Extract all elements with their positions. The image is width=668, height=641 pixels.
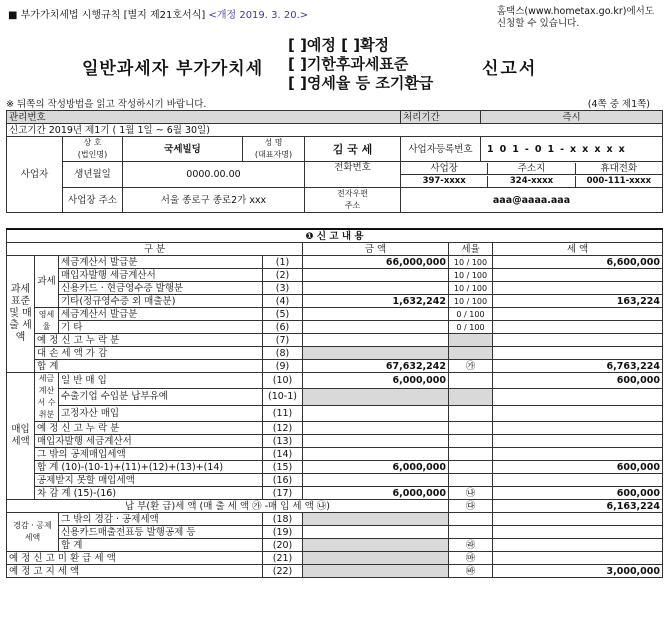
- text-fragment: 0: [499, 143, 513, 155]
- table-cell[interactable]: 66,000,000: [303, 256, 449, 269]
- table-cell: [449, 448, 493, 461]
- table-row: [7, 526, 663, 539]
- text-fragment: x: [606, 143, 619, 155]
- reg-no-label: 사업자등록번호: [401, 137, 481, 162]
- text-fragment: 0: [534, 143, 548, 155]
- table-cell[interactable]: 6,763,224: [493, 360, 663, 373]
- table-cell[interactable]: [493, 269, 663, 282]
- table-cell[interactable]: 3,000,000: [493, 565, 663, 578]
- table-cell: 0 / 100: [449, 321, 493, 334]
- text-fragment: x: [594, 143, 607, 155]
- table-row: [7, 295, 663, 308]
- table-row: [7, 347, 663, 360]
- table-cell: (20): [263, 539, 303, 552]
- instruction-note: ※ 뒤쪽의 작성방법을 읽고 작성하시기 바랍니다.: [6, 99, 207, 110]
- table-row: [7, 334, 663, 347]
- table-row: [7, 422, 663, 435]
- table-cell[interactable]: [303, 513, 449, 526]
- table-cell: (6): [263, 321, 303, 334]
- table-cell: [401, 162, 663, 175]
- table-row: [7, 448, 663, 461]
- addr-value[interactable]: 서울 종로구 종로2가 xxx: [123, 188, 305, 213]
- table-cell: 합 계: [35, 360, 263, 373]
- trade-name[interactable]: 국세빌딩: [123, 137, 243, 162]
- table-cell[interactable]: [303, 269, 449, 282]
- table-cell: 그 밖의 경감 · 공제세액: [59, 513, 263, 526]
- phone-mobile[interactable]: 000-111-xxxx: [575, 176, 662, 187]
- table-row: [7, 500, 663, 513]
- table-cell: 예 정 신 고 미 환 급 세 액: [7, 552, 263, 565]
- title-options: [288, 36, 433, 93]
- report-period[interactable]: 신고기간 2019년 제1기 ( 1월 1일 ~ 6월 30일): [7, 124, 663, 137]
- table-cell[interactable]: [303, 539, 449, 552]
- table-cell[interactable]: 1,632,242: [303, 295, 449, 308]
- text-fragment: -: [524, 143, 535, 155]
- option-late[interactable]: [ ]기한후과세표준: [288, 55, 409, 73]
- text-fragment: ❶: [305, 230, 314, 242]
- payable-tax[interactable]: 6,163,224: [493, 500, 663, 513]
- form-title: [0, 34, 668, 92]
- table-cell: (3): [263, 282, 303, 295]
- table-cell: [401, 175, 663, 188]
- table-cell: 기 타: [59, 321, 263, 334]
- rep-name[interactable]: 김 국 세: [305, 137, 401, 162]
- table-cell[interactable]: [303, 435, 449, 448]
- col-amount: 금 액: [303, 243, 449, 256]
- option-early-refund[interactable]: [ ]영세율 등 조기환급: [288, 74, 434, 92]
- table-cell: (10): [263, 373, 303, 389]
- table-cell: (16): [263, 474, 303, 487]
- table-cell[interactable]: [303, 448, 449, 461]
- table-cell[interactable]: 6,600,000: [493, 256, 663, 269]
- table-cell[interactable]: [493, 347, 663, 360]
- table-cell[interactable]: [303, 405, 449, 421]
- table-cell: (1): [263, 256, 303, 269]
- table-cell: (12): [263, 422, 303, 435]
- table-row: [7, 308, 663, 321]
- text-fragment: x: [582, 143, 595, 155]
- table-row: [7, 461, 663, 474]
- table-cell: 예 정 신 고 누 락 분: [35, 422, 263, 435]
- table-cell[interactable]: [493, 405, 663, 421]
- phone-col-biz: 사업장: [430, 162, 458, 174]
- form-header: [8, 6, 308, 21]
- table-cell: [449, 347, 493, 360]
- section-zero-rate: 영세율: [35, 308, 59, 334]
- table-cell[interactable]: [493, 389, 663, 405]
- hometax-line1: 홈택스(www.hometax.go.kr)에서도: [496, 6, 654, 17]
- table-cell: [449, 373, 493, 389]
- section-deduction: 경감 · 공제 세액: [7, 513, 59, 552]
- table-row: [7, 474, 663, 487]
- table-cell[interactable]: [303, 552, 449, 565]
- table-cell[interactable]: [303, 526, 449, 539]
- table-cell[interactable]: [493, 552, 663, 565]
- table-cell[interactable]: 6,000,000: [303, 373, 449, 389]
- table-cell: [449, 389, 493, 405]
- phone-label: 전화번호: [305, 162, 401, 188]
- table-cell: 신용카드 · 현금영수증 발행분: [59, 282, 263, 295]
- business-section-label: 사업자: [7, 137, 63, 213]
- table-cell[interactable]: [493, 308, 663, 321]
- table-cell: (10-1): [263, 389, 303, 405]
- table-cell: (21): [263, 552, 303, 565]
- col-division: 구 분: [7, 243, 303, 256]
- text-fragment: x: [570, 143, 583, 155]
- table-cell[interactable]: 163,224: [493, 295, 663, 308]
- table-cell[interactable]: [303, 474, 449, 487]
- phone-home[interactable]: 324-xxxx: [487, 176, 574, 187]
- table-cell: 그 밖의 공제매입세액: [35, 448, 263, 461]
- payable-label: 납 부(환 급)세 액 (매 출 세 액 ㉮ -매 입 세 액 ㉯): [7, 500, 449, 513]
- email-value[interactable]: aaa@aaaa.aaa: [401, 188, 663, 213]
- phone-biz[interactable]: 397-xxxx: [422, 175, 466, 186]
- table-cell[interactable]: [493, 435, 663, 448]
- title-right: 신고서: [482, 59, 538, 79]
- table-cell[interactable]: [303, 308, 449, 321]
- table-row: [7, 487, 663, 500]
- table-row: [7, 539, 663, 552]
- text-fragment: x: [618, 143, 631, 155]
- table-cell: (5): [263, 308, 303, 321]
- table-cell: 차 감 계 (15)-(16): [35, 487, 263, 500]
- table-cell: 10 / 100: [449, 256, 493, 269]
- table-cell: 신용카드매출전표등 발행공제 등: [59, 526, 263, 539]
- table-row: [7, 282, 663, 295]
- hometax-line2: 신청할 수 있습니다.: [496, 18, 580, 29]
- table-cell[interactable]: [493, 282, 663, 295]
- report-heading: [7, 229, 663, 243]
- table-cell: (8): [263, 347, 303, 360]
- table-cell: [449, 405, 493, 421]
- section-tax-base: [7, 256, 35, 373]
- table-cell: 0 / 100: [449, 308, 493, 321]
- table-cell: [449, 334, 493, 347]
- revision-date: <개정 2019. 3. 20.>: [208, 10, 309, 21]
- table-cell[interactable]: 600,000: [493, 373, 663, 389]
- col-rate: 세율: [449, 243, 493, 256]
- table-cell: ㉲: [449, 552, 493, 565]
- table-cell: [449, 461, 493, 474]
- col-tax: 세 액: [493, 243, 663, 256]
- table-cell: 세금계산서 발급분: [59, 308, 263, 321]
- section-general-purchase: 세금계산서 수취분: [35, 373, 59, 422]
- table-cell[interactable]: [303, 321, 449, 334]
- table-cell: [449, 422, 493, 435]
- table-cell[interactable]: 600,000: [493, 487, 663, 500]
- table-row: [7, 565, 663, 578]
- table-row: [7, 269, 663, 282]
- table-cell: ㉯: [449, 487, 493, 500]
- trade-name-label: 상 호 (법인명): [63, 137, 123, 162]
- table-row: [7, 552, 663, 565]
- table-cell: (17): [263, 487, 303, 500]
- table-cell: 공제받지 못할 매입세액: [35, 474, 263, 487]
- table-cell: 합 계 (10)-(10-1)+(11)+(12)+(13)+(14): [35, 461, 263, 474]
- reg-no[interactable]: [481, 137, 663, 162]
- birth-label: 생년월일: [63, 162, 123, 188]
- table-cell[interactable]: 600,000: [493, 461, 663, 474]
- table-cell[interactable]: [493, 526, 663, 539]
- table-cell: [449, 435, 493, 448]
- addr-label: 사업장 주소: [63, 188, 123, 213]
- report-table: [6, 228, 663, 578]
- option-scheduled[interactable]: [ ]예정 [ ]확정: [288, 36, 390, 54]
- table-cell[interactable]: [493, 422, 663, 435]
- table-cell[interactable]: 67,632,242: [303, 360, 449, 373]
- table-row: [7, 256, 663, 269]
- table-row: [7, 435, 663, 448]
- table-cell: 예 정 신 고 누 락 분: [35, 334, 263, 347]
- table-cell: (18): [263, 513, 303, 526]
- table-cell: [449, 526, 493, 539]
- hometax-note: [497, 6, 654, 30]
- table-cell: 합 계: [59, 539, 263, 552]
- table-cell: 10 / 100: [449, 269, 493, 282]
- table-cell: [449, 513, 493, 526]
- table-cell: (4): [263, 295, 303, 308]
- table-row: [7, 360, 663, 373]
- table-cell: ㉳: [449, 565, 493, 578]
- table-cell: ㉰: [449, 500, 493, 513]
- text-fragment: 1: [547, 143, 561, 155]
- period-value: 즉시: [481, 111, 663, 124]
- table-cell: (9): [263, 360, 303, 373]
- table-cell: (2): [263, 269, 303, 282]
- table-cell[interactable]: [493, 539, 663, 552]
- text-fragment: 1: [512, 143, 525, 155]
- table-cell[interactable]: [493, 448, 663, 461]
- table-cell[interactable]: [303, 422, 449, 435]
- table-cell[interactable]: [493, 513, 663, 526]
- table-cell[interactable]: [493, 474, 663, 487]
- table-cell: [449, 474, 493, 487]
- table-cell: (15): [263, 461, 303, 474]
- table-cell[interactable]: 6,000,000: [303, 487, 449, 500]
- text-fragment: 신 고 내 용: [316, 230, 364, 242]
- table-cell: 10 / 100: [449, 282, 493, 295]
- table-row: [7, 389, 663, 405]
- table-cell: (13): [263, 435, 303, 448]
- table-cell: 예 정 고 지 세 액: [7, 565, 263, 578]
- table-cell: 세금계산서 발급분: [59, 256, 263, 269]
- table-cell: 기타(정규영수증 외 매출분): [59, 295, 263, 308]
- text-fragment: -: [560, 143, 571, 155]
- phone-col-mobile: 휴대전화: [575, 163, 662, 174]
- table-cell: 대 손 세 액 가 감: [35, 347, 263, 360]
- table-cell: (19): [263, 526, 303, 539]
- table-cell[interactable]: [493, 321, 663, 334]
- mgmt-no-label: 관리번호: [7, 111, 401, 124]
- rep-name-label: 성 명 (대표자명): [243, 137, 305, 162]
- text-fragment: 1: [487, 143, 500, 155]
- table-row: [7, 373, 663, 389]
- table-cell[interactable]: [303, 334, 449, 347]
- text-fragment: 과세 표준 및 매출 세액: [9, 284, 32, 343]
- table-cell[interactable]: 6,000,000: [303, 461, 449, 474]
- table-cell: 매입자발행 세금계산서: [35, 435, 263, 448]
- section-taxable: 과세: [35, 256, 59, 308]
- table-cell: (22): [263, 565, 303, 578]
- table-cell: 일 반 매 입: [59, 373, 263, 389]
- period-label: 처리기간: [401, 111, 481, 124]
- phone-col-home: 주소지: [487, 163, 574, 174]
- section-purchase: 매입 세액: [7, 373, 35, 500]
- email-label: 전자우편 주소: [305, 188, 401, 213]
- table-cell[interactable]: [303, 389, 449, 405]
- table-cell: 고정자산 매입: [59, 405, 263, 421]
- table-cell[interactable]: [493, 334, 663, 347]
- table-cell[interactable]: [303, 565, 449, 578]
- table-cell: ㉮: [449, 360, 493, 373]
- birth-value[interactable]: 0000.00.00: [123, 162, 305, 188]
- table-cell: (7): [263, 334, 303, 347]
- table-cell[interactable]: [303, 347, 449, 360]
- table-row: [7, 513, 663, 526]
- business-info-table: [6, 110, 663, 213]
- table-cell: ㉱: [449, 539, 493, 552]
- table-cell: 매입자발행 세금계산서: [59, 269, 263, 282]
- table-row: [7, 405, 663, 421]
- table-cell: 10 / 100: [449, 295, 493, 308]
- table-cell: 수출기업 수입분 납부유예: [59, 389, 263, 405]
- title-left: 일반과세자 부가가치세: [82, 59, 264, 79]
- page-info: (4쪽 중 제1쪽): [587, 99, 650, 110]
- table-cell: (11): [263, 405, 303, 421]
- table-cell[interactable]: [303, 282, 449, 295]
- form-name: ■ 부가가치세법 시행규칙 [별지 제21호서식]: [8, 10, 206, 21]
- table-row: [7, 321, 663, 334]
- table-cell: (14): [263, 448, 303, 461]
